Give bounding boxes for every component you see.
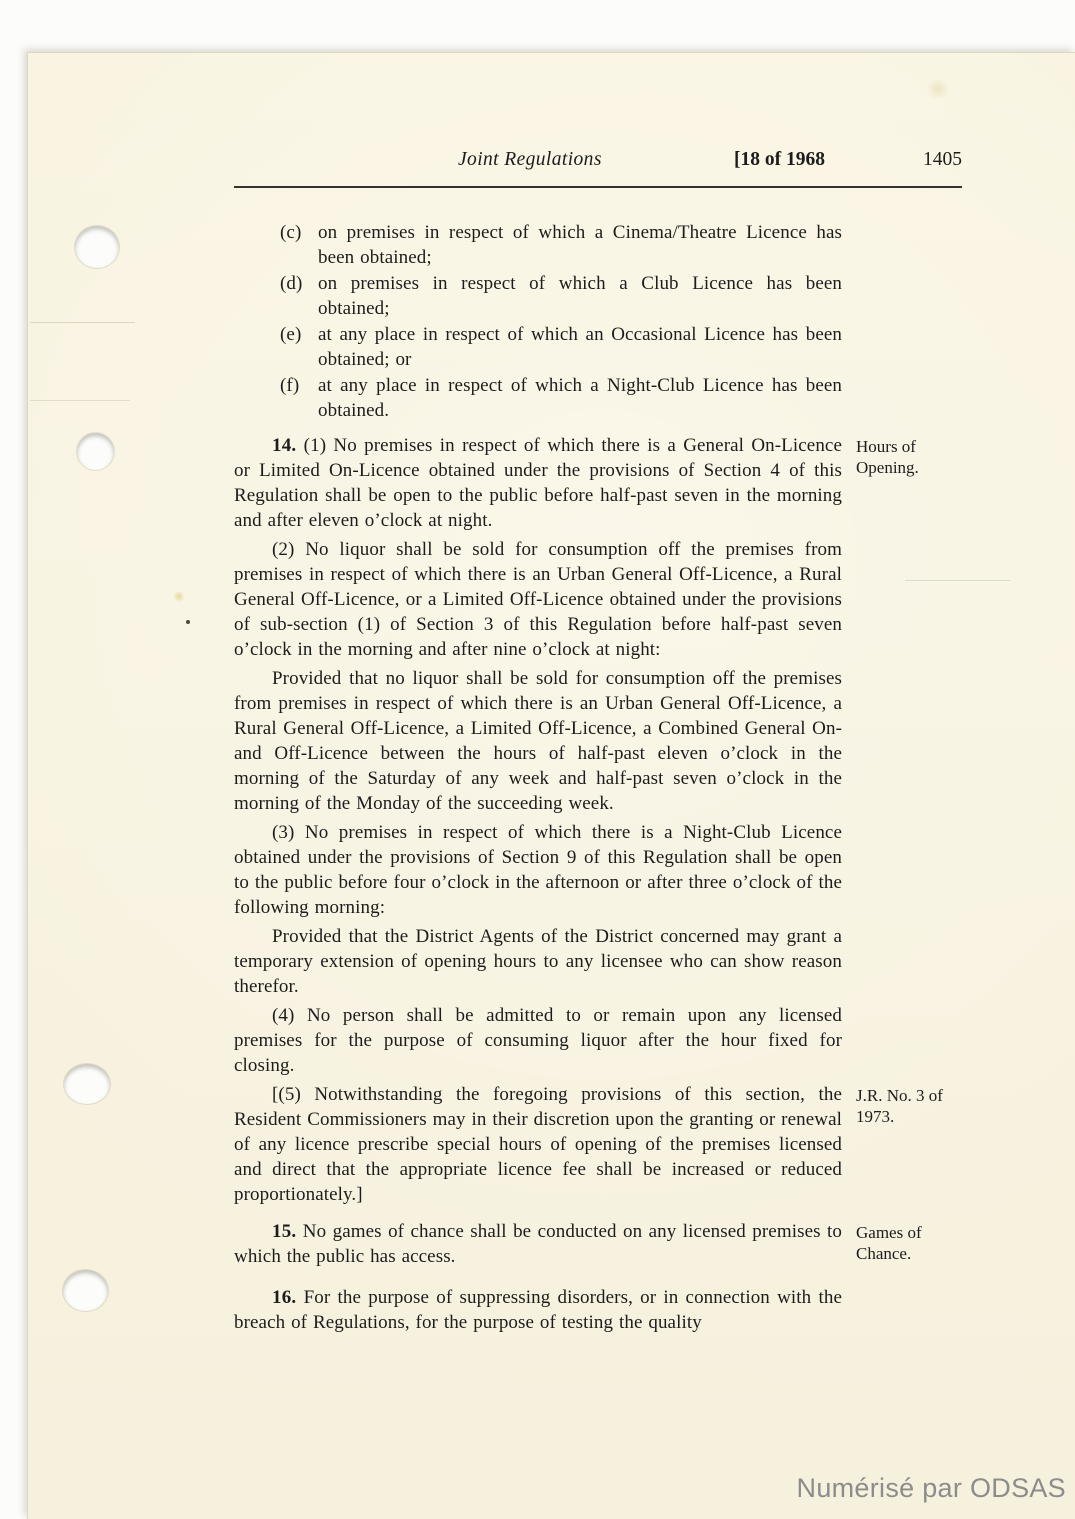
section-14-subsection-4-text: (4) No person shall be admitted to or remain upon any licensed premises for the purpose of consuming liquor after the hour fixed for closing. [234,1005,842,1076]
list-item-label: (e) [280,324,302,345]
list-item-label: (f) [280,375,300,396]
list-item-text: at any place in respect of which a Night-Club Licence has been obtained. [318,375,842,421]
punch-hole [75,226,119,268]
section-14-subsection-2-proviso [234,666,842,816]
margin-note-hours-of-opening: Hours of Opening. [856,437,919,477]
scan-watermark: Numérisé par ODSAS [796,1473,1066,1503]
page-content [234,149,964,1335]
page-number: 1405 [923,149,962,170]
section-14-subsection-2-proviso-text: Provided that no liquor shall be sold for consumption off the premises from premises in respect of which there is an Urban General Off-Licence, a Rural General Off-Licence, a Limited Off-Licence, a Combined General On- and Off-Licence between the hours of half-past eleven o’clock in the morning of the Saturday of any week and half-past seven o’clock in the morning of the Monday of the succeeding week. [234,668,842,814]
section-14-subsection-4 [234,1003,842,1078]
list-item-text: on premises in respect of which a Cinema/Theatre Licence has been obtained; [318,222,842,268]
punch-hole [77,433,114,470]
section-14-subsection-2-text: (2) No liquor shall be sold for consumption off the premises from premises in respect of which there is an Urban General Off-Licence, a Rural General Off-Licence, or a Limited Off-Licence obtained under the provisions of sub-section (1) of Section 3 of this Regulation before half-past seven o’clock in the morning and after nine o’clock at night: [234,539,842,660]
header-divider [234,186,962,188]
section-16 [234,1285,842,1335]
margin-note-jr-no-3: J.R. No. 3 of 1973. [856,1086,943,1126]
header-citation: [18 of 1968 [734,149,825,170]
section-14-subsection-5 [234,1082,943,1207]
page-header [234,149,964,173]
list-item-label: (c) [280,222,302,243]
list-item-label: (d) [280,273,303,294]
header-title: Joint Regulations [458,149,602,170]
section-14-subsection-1-text: (1) No premises in respect of which there is a General On-Licence or Limited On-Licence obtained under the provisions of Section 4 of this Regulation shall be open to the public before half-past seven in the morning and after eleven o’clock at night. [234,435,843,531]
section-14-subsection-3 [234,820,842,920]
section-14-subsection-3-proviso-text: Provided that the District Agents of the District concerned may grant a temporary extension of opening hours to any licensee who can show reason therefor. [234,926,842,997]
scanned-page [27,52,1075,1519]
list-item-d [234,271,842,321]
list-item-c [234,220,842,270]
list-item-text: on premises in respect of which a Club Licence has been obtained; [318,273,842,319]
section-number-16: 16. [272,1287,297,1308]
section-15 [234,1219,922,1269]
margin-note-games-of-chance: Games of Chance. [856,1223,922,1263]
body-text-column [234,220,943,1335]
section-14-subsection-3-text: (3) No premises in respect of which there is a Night-Club Licence obtained under the provisions of Section 9 of this Regulation shall be open to the public before four o’clock in the afternoon or after three o’clock of the following morning: [234,822,842,918]
list-item-text: at any place in respect of which an Occasional Licence has been obtained; or [318,324,842,370]
list-item-f [234,373,842,423]
punch-hole [63,1270,108,1311]
punch-hole [64,1064,110,1104]
section-number-14: 14. [272,435,297,456]
section-14-subsection-3-proviso [234,924,842,999]
section-14-subsection-1 [234,433,919,533]
section-number-15: 15. [272,1221,297,1242]
section-16-text: For the purpose of suppressing disorders, or in connection with the breach of Regulations, for the purpose of testing the quality [234,1287,842,1333]
section-14-subsection-5-text: [(5) Notwithstanding the foregoing provisions of this section, the Resident Commissioners may in their discretion upon the granting or renewal of any licence prescribe special hours of opening of the premises licensed and direct that the appropriate licence fee shall be increased or reduced proportionately.] [234,1084,842,1205]
section-14-subsection-2 [234,537,842,662]
section-15-text: No games of chance shall be conducted on any licensed premises to which the public has access. [234,1221,842,1267]
list-item-e [234,322,842,372]
